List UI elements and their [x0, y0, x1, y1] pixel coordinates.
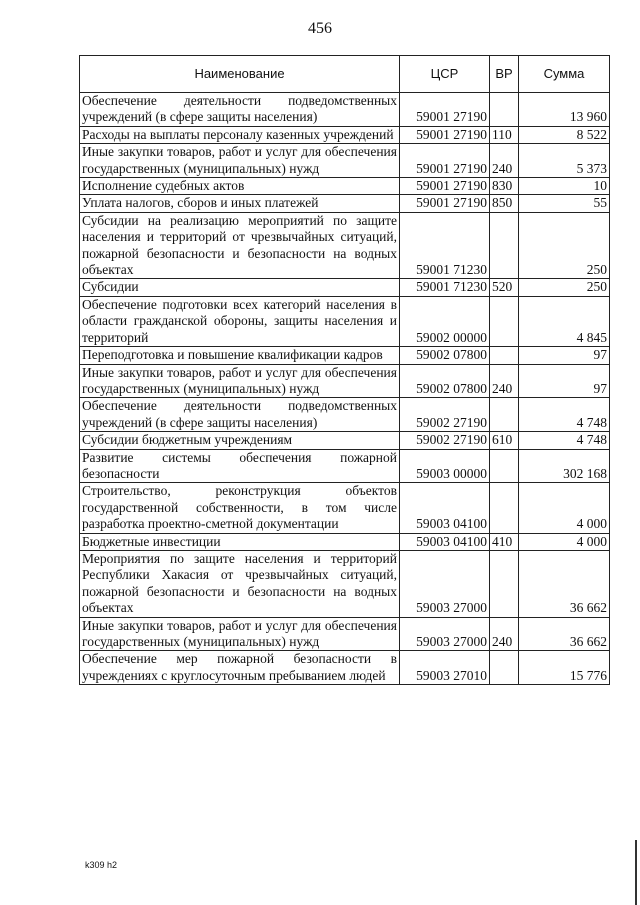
row-name-cell: Иные закупки товаров, работ и услуг для обеспечения государственных (муниципальных) нужд	[80, 144, 400, 178]
row-name-cell: Субсидии бюджетным учреждениям	[80, 432, 400, 449]
row-name-cell: Обеспечение подготовки всех категорий населения в области гражданской обороны, защиты населения и территорий	[80, 296, 400, 346]
row-csr-cell: 59001 27190	[400, 126, 490, 143]
row-sum-cell: 13 960	[519, 93, 610, 127]
row-vr-cell	[490, 651, 519, 685]
row-vr-cell: 110	[490, 126, 519, 143]
row-name-cell: Иные закупки товаров, работ и услуг для обеспечения государственных (муниципальных) нужд	[80, 617, 400, 651]
row-sum-cell: 4 748	[519, 432, 610, 449]
footer-code: k309 h2	[85, 860, 118, 870]
row-vr-cell	[490, 347, 519, 364]
row-vr-cell: 830	[490, 178, 519, 195]
table-row	[80, 364, 610, 398]
row-sum-cell: 36 662	[519, 550, 610, 617]
row-sum-cell: 8 522	[519, 126, 610, 143]
row-sum-cell: 4 748	[519, 398, 610, 432]
row-sum-cell: 250	[519, 212, 610, 279]
page-edge-mark	[635, 840, 637, 905]
row-sum-cell: 5 373	[519, 144, 610, 178]
row-csr-cell: 59003 04100	[400, 483, 490, 533]
table-row	[80, 296, 610, 346]
row-csr-cell: 59002 00000	[400, 296, 490, 346]
column-header-sum: Сумма	[519, 56, 610, 93]
row-vr-cell	[490, 398, 519, 432]
row-csr-cell: 59003 04100	[400, 533, 490, 550]
row-sum-cell: 10	[519, 178, 610, 195]
row-csr-cell: 59001 27190	[400, 144, 490, 178]
table-row	[80, 126, 610, 143]
row-csr-cell: 59002 07800	[400, 364, 490, 398]
row-name-cell: Бюджетные инвестиции	[80, 533, 400, 550]
row-vr-cell: 520	[490, 279, 519, 296]
row-sum-cell: 15 776	[519, 651, 610, 685]
row-name-cell: Субсидии	[80, 279, 400, 296]
row-csr-cell: 59001 27190	[400, 178, 490, 195]
table-row	[80, 212, 610, 279]
row-vr-cell: 240	[490, 617, 519, 651]
row-name-cell: Обеспечение мер пожарной безопасности в учреждениях с круглосуточным пребыванием людей	[80, 651, 400, 685]
table-row	[80, 617, 610, 651]
row-csr-cell: 59002 27190	[400, 398, 490, 432]
row-vr-cell: 240	[490, 144, 519, 178]
row-vr-cell	[490, 483, 519, 533]
row-sum-cell: 4 000	[519, 533, 610, 550]
row-csr-cell: 59003 27000	[400, 550, 490, 617]
table-row	[80, 195, 610, 212]
row-name-cell: Строительство, реконструкция объектов государственной собственности, в том числе разработка проектно-сметной документации	[80, 483, 400, 533]
row-csr-cell: 59003 00000	[400, 449, 490, 483]
row-csr-cell: 59001 71230	[400, 279, 490, 296]
row-sum-cell: 97	[519, 347, 610, 364]
row-sum-cell: 36 662	[519, 617, 610, 651]
row-name-cell: Исполнение судебных актов	[80, 178, 400, 195]
column-header-vr: ВР	[490, 56, 519, 93]
row-vr-cell	[490, 296, 519, 346]
table-row	[80, 398, 610, 432]
table-row	[80, 144, 610, 178]
table-row	[80, 432, 610, 449]
page-number: 456	[308, 20, 332, 37]
table-row	[80, 93, 610, 127]
row-sum-cell: 302 168	[519, 449, 610, 483]
row-sum-cell: 250	[519, 279, 610, 296]
row-name-cell: Расходы на выплаты персоналу казенных учреждений	[80, 126, 400, 143]
row-vr-cell: 850	[490, 195, 519, 212]
row-vr-cell: 610	[490, 432, 519, 449]
budget-table	[79, 55, 610, 685]
table-row	[80, 347, 610, 364]
row-vr-cell	[490, 212, 519, 279]
row-vr-cell	[490, 550, 519, 617]
row-csr-cell: 59003 27000	[400, 617, 490, 651]
row-vr-cell	[490, 93, 519, 127]
table-header-row	[80, 56, 610, 93]
table-row	[80, 533, 610, 550]
row-name-cell: Развитие системы обеспечения пожарной безопасности	[80, 449, 400, 483]
table-row	[80, 279, 610, 296]
row-vr-cell: 410	[490, 533, 519, 550]
row-name-cell: Обеспечение деятельности подведомственных учреждений (в сфере защиты населения)	[80, 398, 400, 432]
table-row	[80, 651, 610, 685]
row-name-cell: Переподготовка и повышение квалификации кадров	[80, 347, 400, 364]
table-row	[80, 483, 610, 533]
row-sum-cell: 4 000	[519, 483, 610, 533]
row-name-cell: Мероприятия по защите населения и территорий Республики Хакасия от чрезвычайных ситуаций, пожарной безопасности и безопасности на водных объектах	[80, 550, 400, 617]
row-name-cell: Субсидии на реализацию мероприятий по защите населения и территорий от чрезвычайных ситуаций, пожарной безопасности и безопасности на водных объектах	[80, 212, 400, 279]
row-csr-cell: 59002 27190	[400, 432, 490, 449]
column-header-csr: ЦСР	[400, 56, 490, 93]
table-row	[80, 449, 610, 483]
row-name-cell: Обеспечение деятельности подведомственных учреждений (в сфере защиты населения)	[80, 93, 400, 127]
row-sum-cell: 97	[519, 364, 610, 398]
row-sum-cell: 55	[519, 195, 610, 212]
row-csr-cell: 59002 07800	[400, 347, 490, 364]
row-sum-cell: 4 845	[519, 296, 610, 346]
row-name-cell: Уплата налогов, сборов и иных платежей	[80, 195, 400, 212]
row-vr-cell	[490, 449, 519, 483]
row-csr-cell: 59003 27010	[400, 651, 490, 685]
row-csr-cell: 59001 71230	[400, 212, 490, 279]
row-vr-cell: 240	[490, 364, 519, 398]
row-name-cell: Иные закупки товаров, работ и услуг для обеспечения государственных (муниципальных) нужд	[80, 364, 400, 398]
row-csr-cell: 59001 27190	[400, 93, 490, 127]
column-header-name: Наименование	[80, 56, 400, 93]
table-body	[80, 93, 610, 685]
row-csr-cell: 59001 27190	[400, 195, 490, 212]
table-row	[80, 550, 610, 617]
table-row	[80, 178, 610, 195]
